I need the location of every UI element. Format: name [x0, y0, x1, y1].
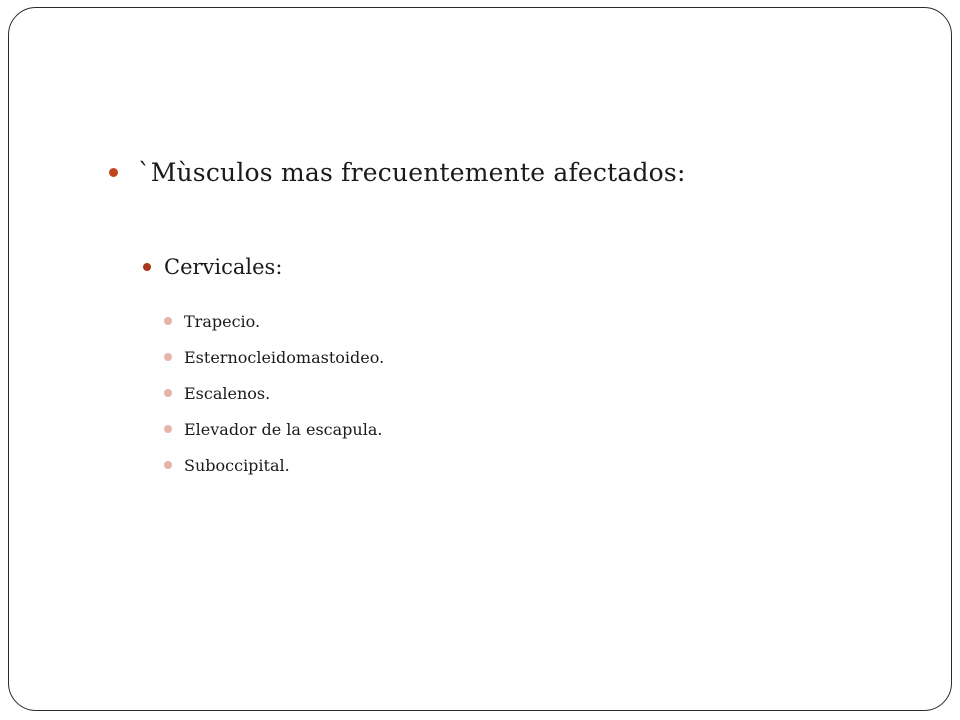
bullet-subheading — [143, 255, 282, 279]
bullet-dot-icon — [109, 168, 118, 177]
list-item — [164, 339, 384, 375]
bullet-dot-icon — [143, 263, 151, 271]
slide-frame — [8, 7, 952, 711]
list-item-text: Suboccipital. — [184, 455, 290, 475]
list-item-text: Escalenos. — [184, 383, 271, 403]
bullet-heading — [109, 158, 686, 187]
muscle-list — [164, 303, 384, 483]
list-item — [164, 447, 384, 483]
bullet-dot-icon — [164, 317, 172, 325]
subheading-text: Cervicales: — [164, 255, 283, 279]
bullet-dot-icon — [164, 425, 172, 433]
list-item — [164, 375, 384, 411]
heading-text: `Mùsculos mas frecuentemente afectados: — [138, 158, 686, 187]
bullet-dot-icon — [164, 389, 172, 397]
list-item-text: Esternocleidomastoideo. — [184, 347, 385, 367]
slide-content — [9, 8, 951, 710]
list-item-text: Elevador de la escapula. — [184, 419, 383, 439]
list-item — [164, 411, 384, 447]
list-item — [164, 303, 384, 339]
list-item-text: Trapecio. — [184, 311, 261, 331]
bullet-dot-icon — [164, 353, 172, 361]
bullet-dot-icon — [164, 461, 172, 469]
